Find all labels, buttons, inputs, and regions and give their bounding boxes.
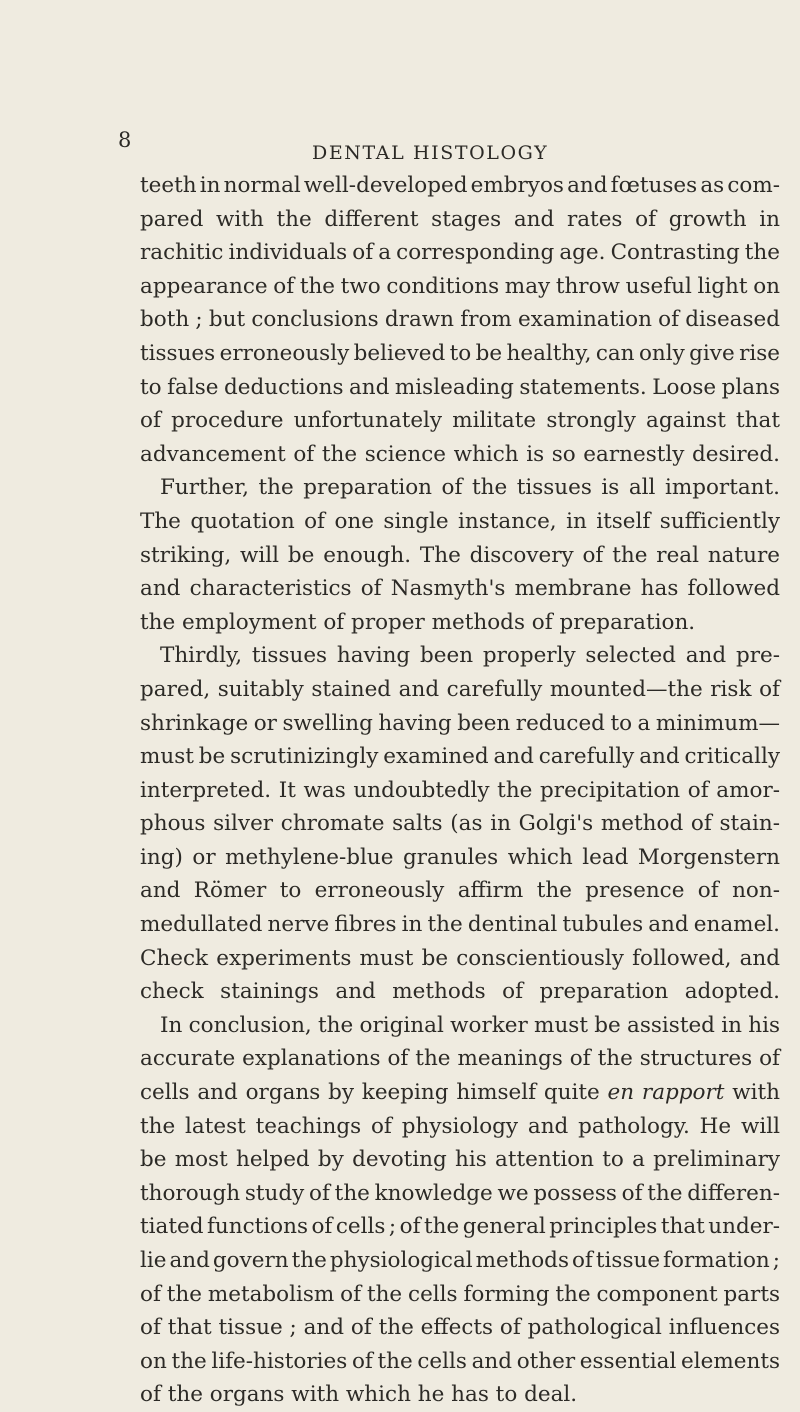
text-line: of that tissue ; and of the effects of pathological influences	[140, 1315, 780, 1341]
text-line: both ; but conclusions drawn from examination of diseased	[140, 307, 780, 333]
text-line: of the organs with which he has to deal.	[140, 1382, 578, 1408]
text-line: the latest teachings of physiology and pathology. He will	[140, 1113, 780, 1139]
text-line: appearance of the two conditions may throw useful light on	[140, 273, 780, 299]
text-line: The quotation of one single instance, in itself sufficiently	[140, 508, 780, 534]
italic-phrase: en rapport	[607, 1080, 725, 1106]
text-line: of the metabolism of the cells forming the component parts	[140, 1281, 780, 1307]
text-line: Further, the preparation of the tissues is all important.	[160, 475, 780, 501]
text-line: teeth in normal well-developed embryos and fœtuses as com-	[140, 173, 780, 198]
text-line: check stainings and methods of preparation adopted.	[140, 979, 780, 1005]
text-line: Thirdly, tissues having been properly selected and pre-	[160, 643, 780, 669]
text-line: medullated nerve fibres in the dentinal tubules and enamel.	[140, 912, 780, 938]
text-line: advancement of the science which is so earnestly desired.	[140, 441, 780, 467]
running-head: DENTAL HISTOLOGY	[312, 142, 549, 164]
text-line: phous silver chromate salts (as in Golgi's method of stain-	[140, 811, 780, 837]
text-line: tiated functions of cells ; of the general principles that under-	[140, 1214, 780, 1240]
text-line: striking, will be enough. The discovery of the real nature	[140, 542, 780, 568]
text-line: In conclusion, the original worker must be assisted in his	[160, 1012, 780, 1038]
text-line: rachitic individuals of a corresponding age. Contrasting the	[140, 240, 780, 266]
text-line: to false deductions and misleading statements. Loose plans	[140, 374, 780, 400]
text-line: on the life-histories of the cells and other essential elements	[140, 1348, 780, 1374]
text-line: shrinkage or swelling having been reduced to a minimum—	[140, 710, 780, 736]
text-line: lie and govern the physiological methods of tissue formation ;	[140, 1248, 780, 1273]
text-line: ing) or methylene-blue granules which lead Morgenstern	[140, 844, 780, 870]
text-line: and characteristics of Nasmyth's membrane has followed	[140, 576, 780, 602]
text-segment: cells and organs by keeping himself quite	[140, 1080, 600, 1106]
text-line: of procedure unfortunately militate strongly against that	[140, 408, 780, 434]
text-line: pared, suitably stained and carefully mounted—the risk of	[140, 676, 780, 702]
text-line	[140, 1076, 790, 1110]
page-number: 8	[118, 128, 132, 152]
body-text	[140, 169, 790, 1412]
text-line: the employment of proper methods of preparation.	[140, 609, 696, 635]
text-line: be most helped by devoting his attention to a preliminary	[140, 1147, 780, 1173]
text-line: must be scrutinizingly examined and carefully and critically	[140, 744, 780, 770]
text-segment: with	[732, 1080, 780, 1106]
text-line: accurate explanations of the meanings of the structures of	[140, 1046, 780, 1072]
text-line: thorough study of the knowledge we possess of the differen-	[140, 1180, 780, 1206]
text-line: Check experiments must be conscientiously followed, and	[140, 945, 780, 971]
text-line: interpreted. It was undoubtedly the precipitation of amor-	[140, 777, 780, 803]
text-line: tissues erroneously believed to be healthy, can only give rise	[140, 340, 780, 366]
text-line: and Römer to erroneously affirm the presence of non-	[140, 878, 780, 904]
text-line: pared with the different stages and rates of growth in	[140, 206, 780, 232]
